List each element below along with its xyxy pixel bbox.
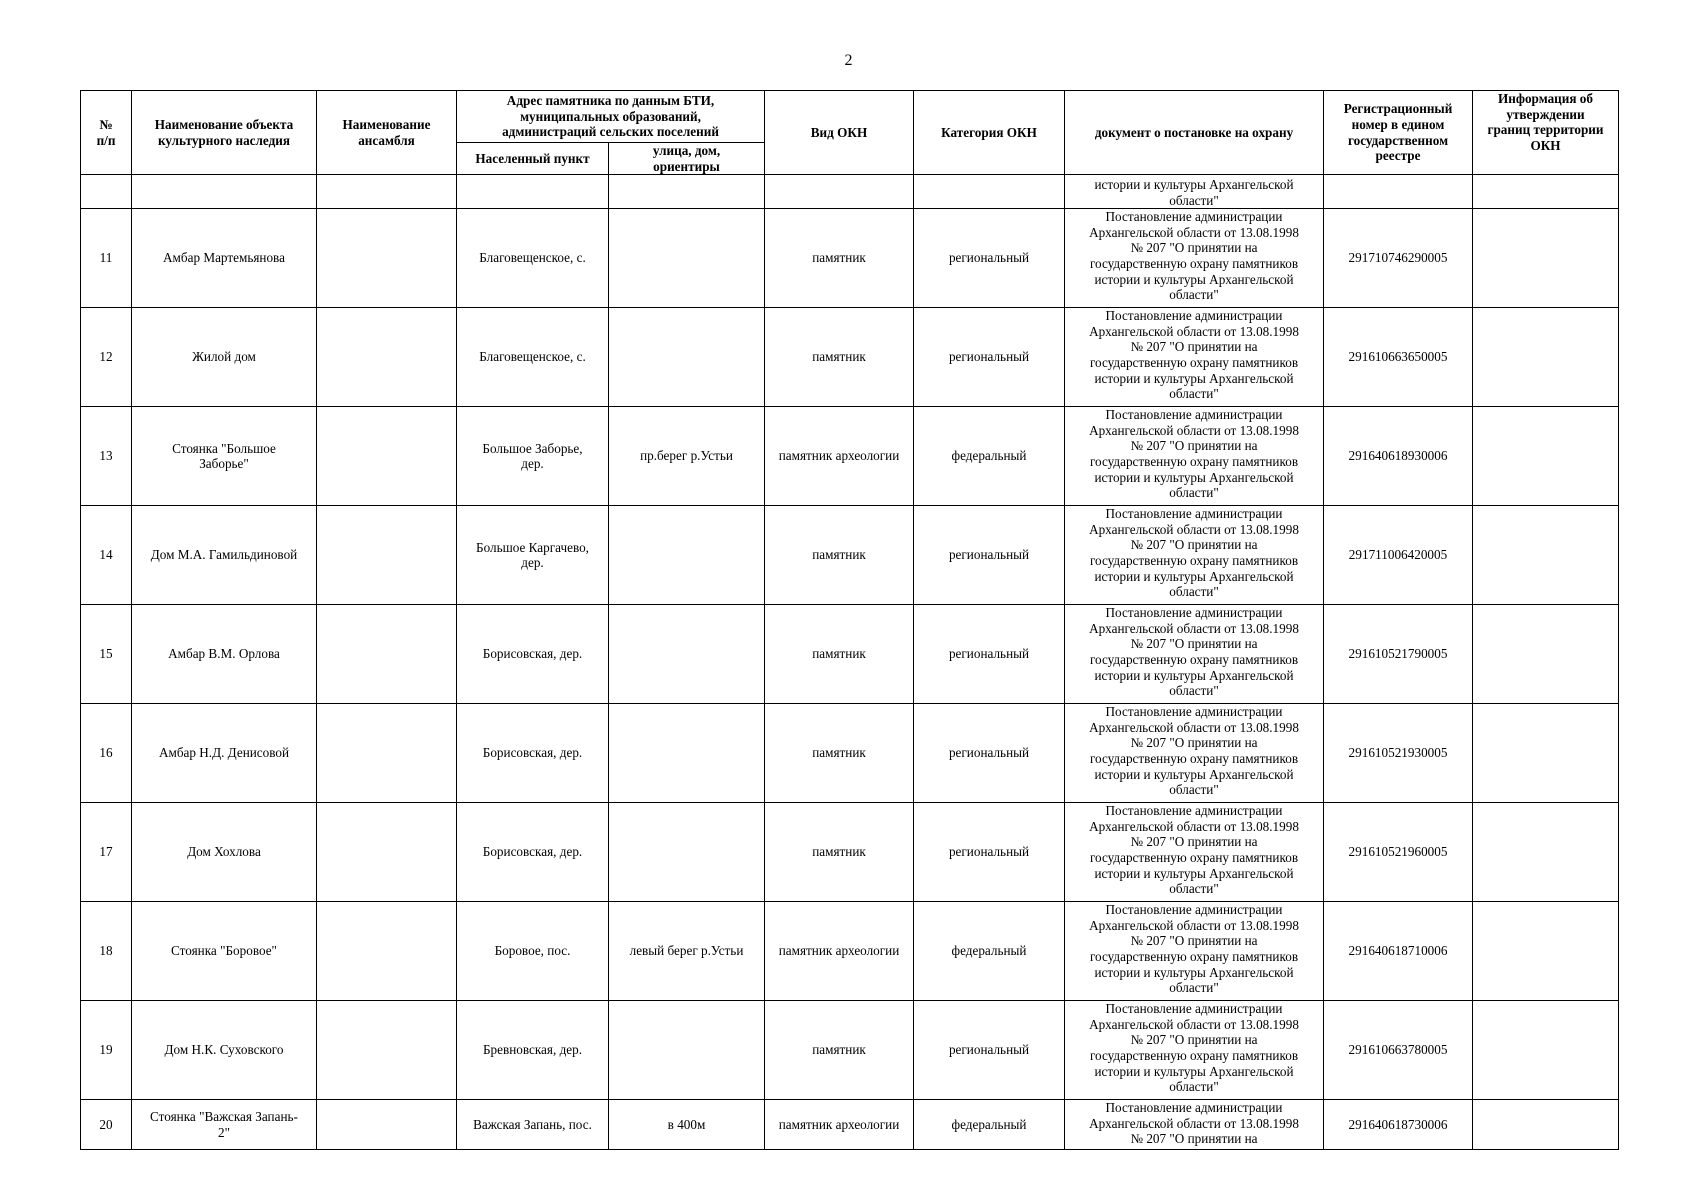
cell-object-name: Амбар Н.Д. Денисовой	[132, 704, 317, 803]
cell-registration-number: 291711006420005	[1324, 506, 1473, 605]
cell-ensemble	[317, 1001, 457, 1100]
cell-okn-category: региональный	[914, 209, 1065, 308]
cell-settlement: Борисовская, дер.	[457, 803, 609, 902]
cell-ensemble	[317, 506, 457, 605]
cell-settlement: Бревновская, дер.	[457, 1001, 609, 1100]
cell-street: пр.берег р.Устьи	[609, 407, 765, 506]
cell-protection-document: Постановление администрации Архангельской области от 13.08.1998 № 207 "О принятии на государственную охрану памятников истории и культуры Архангельской области"	[1065, 308, 1324, 407]
cell-num: 15	[81, 605, 132, 704]
cell-protection-document: Постановление администрации Архангельской области от 13.08.1998 № 207 "О принятии на государственную охрану памятников истории и культуры Архангельской области"	[1065, 209, 1324, 308]
cell-object-name: Дом Хохлова	[132, 803, 317, 902]
cell-registration-number: 291610521960005	[1324, 803, 1473, 902]
header-okn-category: Категория ОКН	[914, 91, 1065, 175]
cell-okn-category: региональный	[914, 605, 1065, 704]
cell-num	[81, 175, 132, 209]
cell-street	[609, 506, 765, 605]
page-number: 2	[844, 52, 853, 69]
cell-ensemble	[317, 902, 457, 1001]
header-registration-number: Регистрационный номер в едином государственном реестре	[1324, 91, 1473, 175]
cell-object-name: Жилой дом	[132, 308, 317, 407]
cell-settlement: Важская Запань, пос.	[457, 1100, 609, 1150]
header-address-group: Адрес памятника по данным БТИ, муниципальных образований, администраций сельских поселений	[457, 91, 765, 143]
cell-okn-type: памятник	[765, 308, 914, 407]
cell-okn-category: региональный	[914, 308, 1065, 407]
cell-boundaries-info	[1473, 209, 1619, 308]
cell-object-name: Дом М.А. Гамильдиновой	[132, 506, 317, 605]
cell-okn-type: памятник археологии	[765, 1100, 914, 1150]
cell-protection-document: Постановление администрации Архангельской области от 13.08.1998 № 207 "О принятии на государственную охрану памятников истории и культуры Архангельской области"	[1065, 902, 1324, 1001]
cell-registration-number: 291610663650005	[1324, 308, 1473, 407]
table-row-continuation	[81, 175, 1619, 209]
cell-boundaries-info	[1473, 506, 1619, 605]
header-boundaries-info: Информация об утверждении границ территории ОКН	[1473, 91, 1619, 175]
header-okn-type: Вид ОКН	[765, 91, 914, 175]
cell-protection-document: Постановление администрации Архангельской области от 13.08.1998 № 207 "О принятии на государственную охрану памятников истории и культуры Архангельской области"	[1065, 803, 1324, 902]
cell-num: 17	[81, 803, 132, 902]
cell-object-name	[132, 175, 317, 209]
cell-street	[609, 803, 765, 902]
cell-settlement: Боровое, пос.	[457, 902, 609, 1001]
cell-street	[609, 308, 765, 407]
cell-okn-category: федеральный	[914, 1100, 1065, 1150]
cell-settlement: Борисовская, дер.	[457, 704, 609, 803]
cell-ensemble	[317, 407, 457, 506]
cell-okn-type: памятник	[765, 803, 914, 902]
cell-registration-number: 291610521930005	[1324, 704, 1473, 803]
cell-ensemble	[317, 1100, 457, 1150]
cell-street	[609, 704, 765, 803]
cell-ensemble	[317, 308, 457, 407]
table-row	[81, 308, 1619, 407]
cell-registration-number: 291710746290005	[1324, 209, 1473, 308]
cell-protection-document: Постановление администрации Архангельской области от 13.08.1998 № 207 "О принятии на государственную охрану памятников истории и культуры Архангельской области"	[1065, 407, 1324, 506]
table-row	[81, 704, 1619, 803]
cell-okn-category: региональный	[914, 506, 1065, 605]
cell-registration-number: 291610521790005	[1324, 605, 1473, 704]
cell-registration-number: 291640618730006	[1324, 1100, 1473, 1150]
cell-okn-category: региональный	[914, 1001, 1065, 1100]
cell-street	[609, 209, 765, 308]
table-row	[81, 902, 1619, 1001]
cell-protection-document: Постановление администрации Архангельской области от 13.08.1998 № 207 "О принятии на государственную охрану памятников истории и культуры Архангельской области"	[1065, 506, 1324, 605]
cell-protection-document: Постановление администрации Архангельской области от 13.08.1998 № 207 "О принятии на государственную охрану памятников истории и культуры Архангельской области"	[1065, 605, 1324, 704]
cell-okn-type: памятник	[765, 506, 914, 605]
cell-okn-type: памятник археологии	[765, 902, 914, 1001]
cell-settlement: Борисовская, дер.	[457, 605, 609, 704]
cell-settlement: Благовещенское, с.	[457, 209, 609, 308]
cell-street	[609, 175, 765, 209]
cell-num: 18	[81, 902, 132, 1001]
header-object-name: Наименование объекта культурного наследия	[132, 91, 317, 175]
cell-protection-document: Постановление администрации Архангельской области от 13.08.1998 № 207 "О принятии на	[1065, 1100, 1324, 1150]
cell-boundaries-info	[1473, 803, 1619, 902]
cell-registration-number: 291610663780005	[1324, 1001, 1473, 1100]
cell-boundaries-info	[1473, 1001, 1619, 1100]
cell-okn-type: памятник	[765, 209, 914, 308]
header-num: № п/п	[81, 91, 132, 175]
table-row	[81, 209, 1619, 308]
cell-okn-category	[914, 175, 1065, 209]
header-settlement: Населенный пункт	[457, 143, 609, 175]
cell-street	[609, 1001, 765, 1100]
cell-okn-type: памятник археологии	[765, 407, 914, 506]
cell-okn-category: федеральный	[914, 407, 1065, 506]
cell-okn-type: памятник	[765, 1001, 914, 1100]
cell-settlement	[457, 175, 609, 209]
cell-num: 13	[81, 407, 132, 506]
cell-okn-category: региональный	[914, 803, 1065, 902]
cell-object-name: Стоянка "Большое Заборье"	[132, 407, 317, 506]
table-row	[81, 506, 1619, 605]
table-body	[81, 175, 1619, 1150]
header-protection-document: документ о постановке на охрану	[1065, 91, 1324, 175]
cell-boundaries-info	[1473, 308, 1619, 407]
cell-num: 12	[81, 308, 132, 407]
cell-okn-type: памятник	[765, 605, 914, 704]
cell-street: в 400м	[609, 1100, 765, 1150]
cell-protection-document: Постановление администрации Архангельской области от 13.08.1998 № 207 "О принятии на государственную охрану памятников истории и культуры Архангельской области"	[1065, 704, 1324, 803]
table-row	[81, 1001, 1619, 1100]
table-row	[81, 1100, 1619, 1150]
cell-boundaries-info	[1473, 407, 1619, 506]
cell-num: 16	[81, 704, 132, 803]
table-row	[81, 803, 1619, 902]
cell-boundaries-info	[1473, 902, 1619, 1001]
cell-ensemble	[317, 605, 457, 704]
cell-object-name: Дом Н.К. Суховского	[132, 1001, 317, 1100]
cell-object-name: Амбар Мартемьянова	[132, 209, 317, 308]
cell-num: 14	[81, 506, 132, 605]
header-ensemble: Наименование ансамбля	[317, 91, 457, 175]
cell-ensemble	[317, 175, 457, 209]
cell-boundaries-info	[1473, 605, 1619, 704]
cell-object-name: Стоянка "Боровое"	[132, 902, 317, 1001]
cell-num: 11	[81, 209, 132, 308]
cell-object-name: Стоянка "Важская Запань- 2"	[132, 1100, 317, 1150]
cell-settlement: Большое Каргачево, дер.	[457, 506, 609, 605]
cell-registration-number	[1324, 175, 1473, 209]
table-header	[81, 91, 1619, 175]
cell-registration-number: 291640618710006	[1324, 902, 1473, 1001]
cell-okn-category: региональный	[914, 704, 1065, 803]
cell-okn-category: федеральный	[914, 902, 1065, 1001]
cell-boundaries-info	[1473, 1100, 1619, 1150]
cell-boundaries-info	[1473, 175, 1619, 209]
cell-ensemble	[317, 803, 457, 902]
cell-object-name: Амбар В.М. Орлова	[132, 605, 317, 704]
cell-num: 19	[81, 1001, 132, 1100]
header-street: улица, дом, ориентиры	[609, 143, 765, 175]
cell-boundaries-info	[1473, 704, 1619, 803]
cell-street	[609, 605, 765, 704]
cell-num: 20	[81, 1100, 132, 1150]
cell-ensemble	[317, 209, 457, 308]
cell-okn-type: памятник	[765, 704, 914, 803]
cell-registration-number: 291640618930006	[1324, 407, 1473, 506]
cell-settlement: Большое Заборье, дер.	[457, 407, 609, 506]
table-row	[81, 407, 1619, 506]
cell-settlement: Благовещенское, с.	[457, 308, 609, 407]
table-row	[81, 605, 1619, 704]
cell-ensemble	[317, 704, 457, 803]
cell-street: левый берег р.Устьи	[609, 902, 765, 1001]
cell-protection-document: Постановление администрации Архангельской области от 13.08.1998 № 207 "О принятии на государственную охрану памятников истории и культуры Архангельской области"	[1065, 1001, 1324, 1100]
cell-protection-document: истории и культуры Архангельской области"	[1065, 175, 1324, 209]
heritage-registry-table	[80, 90, 1619, 1150]
cell-okn-type	[765, 175, 914, 209]
